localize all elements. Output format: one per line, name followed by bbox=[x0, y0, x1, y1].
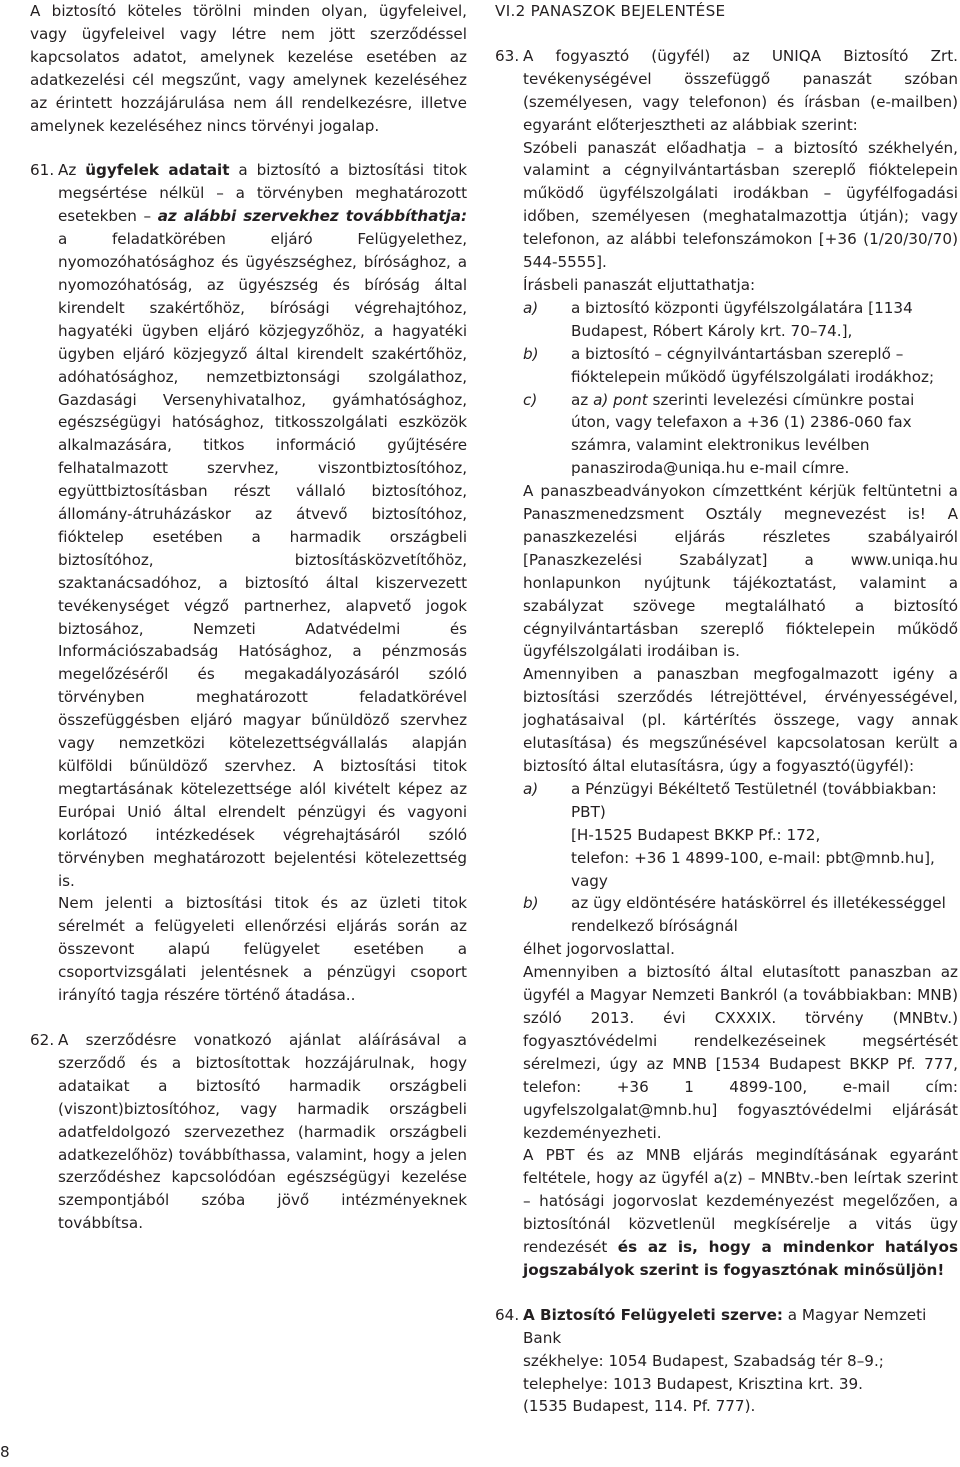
page-number: 8 bbox=[0, 1443, 10, 1461]
list-item: b) az ügy eldöntésére hatáskörrel és illetékességgel rendelkező bíróságnál bbox=[523, 894, 946, 936]
list-item: b) a biztosító – cégnyilvántartásban szereplő – fióktelepein működő ügyfélszolgálati irodákhoz; bbox=[523, 344, 935, 386]
section-64 bbox=[495, 1304, 958, 1419]
section-62 bbox=[30, 1029, 467, 1235]
intro-paragraph: A biztosító köteles törölni minden olyan, ügyfeleivel, vagy ügyfeleivel vagy létre nem jött szerződéssel kapcsolatos adatot, amelynek kezelése esetében az adatkezelési cél megszűnt, vagy amelynek kezeléséhez az érintett hozzájárulása nem áll rendelkezésre, illetve amelynek kezeléséhez nincs törvényi jogalap. bbox=[30, 2, 467, 135]
section-63-paragraph-1: A fogyasztó (ügyfél) az UNIQA Biztosító Zrt. tevékenységével összefüggő panaszát szóban (személyesen, vagy telefonon) és írásban (e-mailben) egyaránt előterjesztheti az alábbiak szerint: bbox=[523, 46, 958, 134]
written-complaint-list bbox=[523, 297, 958, 480]
section-number-64: 64. bbox=[495, 1305, 520, 1324]
section-63-paragraph-3: Írásbeli panaszát eljuttathatja: bbox=[523, 275, 756, 294]
section-number-61: 61. bbox=[30, 161, 55, 180]
list-item: a) a biztosító központi ügyfélszolgálatára [1134 Budapest, Róbert Károly krt. 70–74.], bbox=[523, 298, 913, 340]
section-62-paragraph: A szerződésre vonatkozó ajánlat aláírásával a szerződő és a biztosítottak hozzájárulnak, hogy adataikat a biztosító harmadik országbeli (viszont)biztosítóhoz, vagy harmadik országbeli adatfeldolgozó szervezethez (harmadik országbeli adatkezelőhöz) továbbíthassa, valamint, hogy a jelen szerződéshez kapcsolódóan egészségügyi kezelése szempontjából szóba jövő intézményeknek továbbítsa. bbox=[58, 1030, 467, 1233]
section-63-paragraph-4: A panaszbeadványokon címzettként kérjük feltüntetni a Panaszmenedzsment Osztály megnevezést is! A panaszkezelési eljárás részletes szabályairól [Panaszkezelési Szabályzat] a www.uniqa.hu honlapunkon nyújtunk tájékoztatást, valamint a szabályzat szövege megtalálható a biztosító cégnyilvántartásban szereplő fióktelepein működő ügyfélszolgálati irodáiban is. bbox=[523, 482, 958, 661]
section-63-paragraph-8: A PBT és az MNB eljárás megindításának egyaránt feltétele, hogy az ügyfél a(z) – MNBtv.-ben leírtak szerint – hatósági jogorvoslat kezdeményezést megelőzően, a biztosítónál közvetlenül megkísérelje a vitás ügy rendezését és az is, hogy a mindenkor hatályos jogszabályok szerint is fogyasztónak minősüljön! bbox=[523, 1146, 958, 1279]
left-column bbox=[30, 0, 467, 1235]
section-63-paragraph-7: Amennyiben a biztosító által elutasított panaszban az ügyfél a Magyar Nemzeti Bankról (a továbbiakban: MNB) szóló 2013. évi CXXXIX. törvény (MNBtv.) fogyasztóvédelmi rendelkezéseinek megsértését sérelmezi, úgy az MNB [1534 Budapest BKKP Pf. 777, telefon: +36 1 4899-100, e-mail cím: ugyfelszolgalat@mnb.hu] fogyasztóvédelmi eljárását kezdeményezheti. bbox=[523, 963, 958, 1142]
section-number-62: 62. bbox=[30, 1030, 55, 1049]
section-61-paragraph-1: Az ügyfelek adatait a biztosító a biztosítási titok megsértése nélkül – a törvényben meghatározott esetekben – az alábbi szervekhez továbbíthatja: a feladatkörében eljáró Felügyelethez, nyomozóhatósághoz és ügyészséghez, bírósághoz, a nyomozóhatóság, az ügyészség és bíróság által kirendelt szakértőhöz, bírósági végrehajtóhoz, hagyatéki ügyben eljáró közjegyzőhöz, a hagyatéki ügyben eljáró közjegyző által kirendelt szakértőhöz, adóhatósághoz, nemzetbiztonsági szolgálathoz, Gazdasági Versenyhivatalhoz, gyámhatósághoz, egészségügyi hatósághoz, titkosszolgálati eszközök alkalmazására, titkos információ gyűjtésére felhatalmazott szervhez, viszontbiztosítóhoz, együttbiztosításban részt vállaló biztosítóhoz, állomány-átruházáskor az átvevő biztosítóhoz, fióktelep esetében a harmadik országbeli biztosítóhoz, biztosításközvetítőhöz, szaktanácsadóhoz, a biztosító által kiszervezett tevékenységet végző partnerhez, alapvető jogok biztosához, Nemzeti Adatvédelmi és Információszabadság Hatósághoz, a pénzmosás megelőzéséről és megakadályozásáról szóló törvényben meghatározott feladatkörével összefüggésben eljáró magyar bűnüldöző szervhez vagy nemzetközi kötelezettségvállalás alapján külföldi bűnüldöző szervhez. A biztosítási titok megtartásának kötelezettsége alól kivételt képez az Európai Unió által elrendelt pénzügyi és vagyoni korlátozó intézkedések végrehajtásáról szóló törvényben meghatározott bejelentési kötelezettség is. bbox=[58, 161, 467, 890]
section-63-paragraph-6: élhet jogorvoslattal. bbox=[523, 940, 675, 959]
supervisory-authority: A Biztosító Felügyeleti szerve: a Magyar Nemzeti Bank bbox=[523, 1305, 927, 1347]
list-item: a) a Pénzügyi Békéltető Testületnél (továbbiakban: PBT) [H-1525 Budapest BKKP Pf.: 172, telefon: +36 1 4899-100, e-mail: pbt@mnb.hu], vagy bbox=[523, 779, 937, 890]
appeal-list bbox=[523, 778, 958, 938]
postal-line: (1535 Budapest, 114. Pf. 777). bbox=[523, 1397, 756, 1416]
list-item: c) az a) pont szerinti levelezési címünkre postai úton, vagy telefaxon a +36 (1) 2386-060 fax számra, valamint elektronikus levélben panasziroda@uniqa.hu e-mail címre. bbox=[523, 390, 915, 478]
section-61-paragraph-2: Nem jelenti a biztosítási titok és az üzleti titok sérelmét a felügyeleti ellenőrzési eljárás során az összevont alapú felügyelet esetében a csoportvizsgálati jelentésnek a pénzügyi csoport irányító tagja részére történő átadása.. bbox=[58, 894, 467, 1005]
section-63-paragraph-5: Amennyiben a panaszban megfogalmazott igény a biztosítási szerződés létrejöttével, érvényességével, joghatásaival (pl. kártérítés összege, vagy annak elutasítása) és megszűnésével kapcsolatosan került a biztosító által elutasításra, úgy a fogyasztó(ügyfél): bbox=[523, 665, 958, 775]
site-line: telephelye: 1013 Budapest, Krisztina krt. 39. bbox=[523, 1374, 863, 1393]
section-number-63: 63. bbox=[495, 46, 520, 65]
section-heading: VI.2 PANASZOK BEJELENTÉSE bbox=[495, 2, 726, 20]
right-column bbox=[495, 0, 958, 1418]
section-63-paragraph-2: Szóbeli panaszát előadhatja – a biztosító székhelyén, valamint a cégnyilvántartásban szereplő fióktelepein működő ügyfélszolgálati irodákban – ügyfélfogadási időben, személyesen (meghatalmazottja útján); vagy telefonon, az alábbi telefonszámokon [+36 (1/20/30/70) 544-5555]. bbox=[523, 138, 958, 272]
headquarters-line: székhelye: 1054 Budapest, Szabadság tér 8–9.; bbox=[523, 1351, 884, 1370]
section-63 bbox=[495, 45, 958, 1282]
section-61 bbox=[30, 159, 467, 1007]
